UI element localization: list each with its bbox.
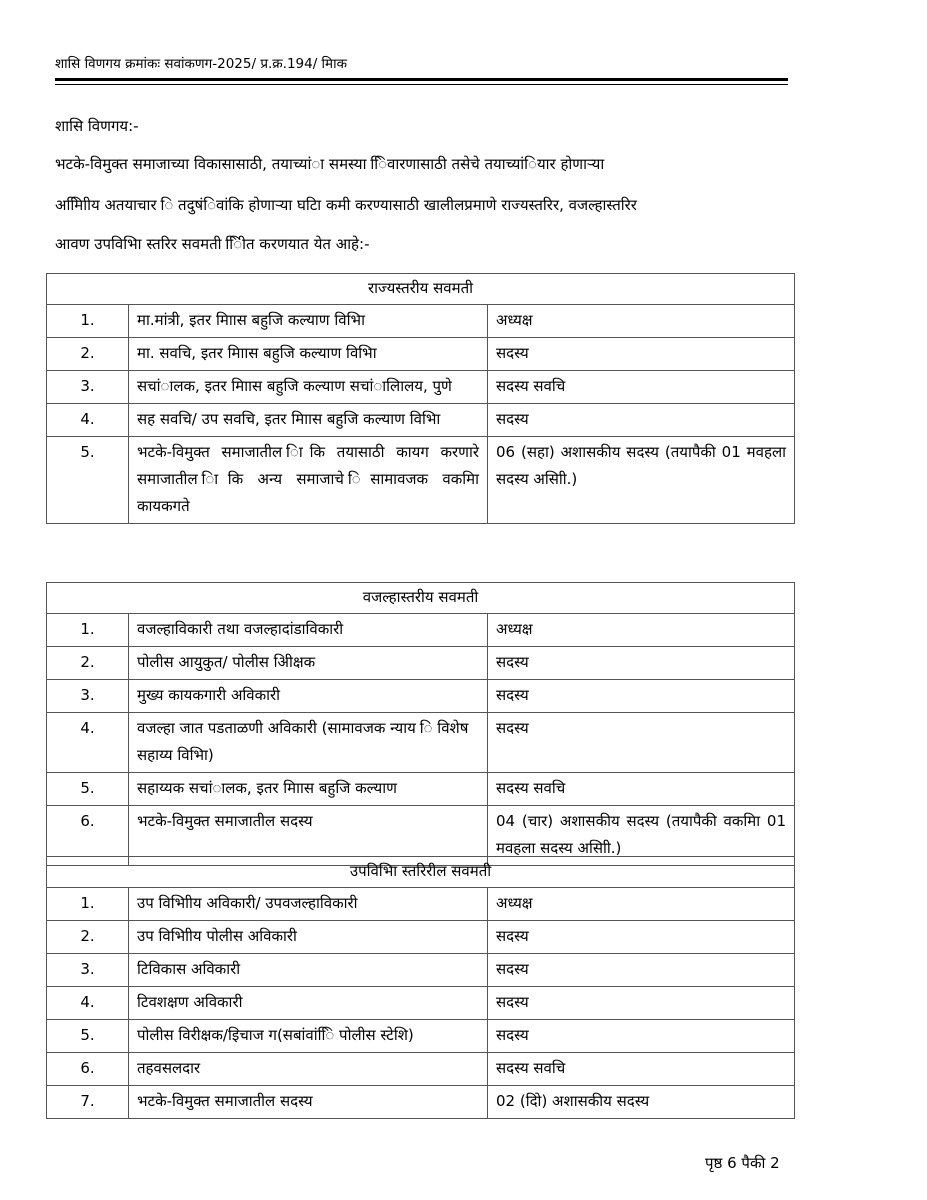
role-cell: सदस्य (488, 647, 795, 680)
role-cell: सदस्य सवचि (488, 371, 795, 404)
role-cell: सदस्य (488, 1020, 795, 1053)
member-cell: मा.मांत्री, इतर मिाास बहुजि कल्याण विभाि (129, 305, 488, 338)
row-number: 5. (47, 437, 129, 524)
role-cell: सदस्य (488, 987, 795, 1020)
resolution-heading: शासि विणगय:- (55, 117, 139, 135)
table-row (47, 954, 795, 987)
role-cell: 02 (दिो) अशासकीय सदस्य (488, 1086, 795, 1119)
row-number: 5. (47, 1020, 129, 1053)
member-cell: तहवसलदार (129, 1053, 488, 1086)
row-number: 1. (47, 888, 129, 921)
member-cell: वजल्हा जात पडताळणी अविकारी (सामावजक न्याय ि विशेष सहाय्य विभाि) (129, 713, 488, 773)
member-cell: वजल्हाविकारी तथा वजल्हादांडाविकारी (129, 614, 488, 647)
member-cell: टिवशक्षण अविकारी (129, 987, 488, 1020)
row-number: 2. (47, 647, 129, 680)
intro-line-2: अमिािीय अतयाचार ि तदुषंिवांकि होणाऱ्या घटिा कमी करण्यासाठी खालीलप्रमाणे राज्यस्तरिर, वजल्हास्तरिर (55, 196, 637, 214)
table-title: उपविभाि स्तरिरील सवमती (47, 857, 795, 888)
role-cell: सदस्य (488, 680, 795, 713)
row-number: 6. (47, 806, 129, 866)
member-cell: टिविकास अविकारी (129, 954, 488, 987)
role-cell: सदस्य सवचि (488, 1053, 795, 1086)
table-row (47, 614, 795, 647)
member-cell: उप विभािीय अविकारी/ उपवजल्हाविकारी (129, 888, 488, 921)
row-number: 7. (47, 1086, 129, 1119)
table-row (47, 713, 795, 773)
role-cell: सदस्य (488, 404, 795, 437)
member-cell: सह सवचि/ उप सवचि, इतर मिाास बहुजि कल्याण विभाि (129, 404, 488, 437)
member-cell: सहाय्यक सचांालक, इतर मिाास बहुजि कल्याण (129, 773, 488, 806)
table-title: राज्यस्तरीय सवमती (47, 274, 795, 305)
page-number: पृष्ठ 6 पैकी 2 (705, 1154, 780, 1172)
table-row (47, 987, 795, 1020)
role-cell: सदस्य (488, 338, 795, 371)
member-cell: मा. सवचि, इतर मिाास बहुजि कल्याण विभाि (129, 338, 488, 371)
table-row (47, 1053, 795, 1086)
role-cell: 04 (चार) अशासकीय सदस्य (तयापैकी वकमिा 01 मवहला सदस्य असिाी.) (488, 806, 795, 866)
table-row (47, 888, 795, 921)
row-number: 1. (47, 305, 129, 338)
header-rule-thin (55, 84, 788, 85)
row-number: 1. (47, 614, 129, 647)
role-cell: अध्यक्ष (488, 614, 795, 647)
row-number: 5. (47, 773, 129, 806)
member-cell: पोलीस आयुकुत/ पोलीस अिीक्षक (129, 647, 488, 680)
header-rule-thick (55, 78, 788, 81)
role-cell: 06 (सहा) अशासकीय सदस्य (तयापैकी 01 मवहला सदस्य असिाी.) (488, 437, 795, 524)
member-cell: भटके-विमुक्त समाजातील सदस्य (129, 1086, 488, 1119)
table-row (47, 305, 795, 338)
role-cell: सदस्य (488, 954, 795, 987)
role-cell: अध्यक्ष (488, 305, 795, 338)
member-cell: पोलीस विरीक्षक/इिचाज ग(सबांवांिि पोलीस स्टेशि) (129, 1020, 488, 1053)
role-cell: सदस्य (488, 713, 795, 773)
row-number: 4. (47, 987, 129, 1020)
member-cell: भटके-विमुक्त समाजातील िाकि तयासाठी कायग करणारे समाजातील िाकि अन्य समाजाचे िसामावजक वकमिा कायकगते (129, 437, 488, 524)
member-cell: मुख्य कायकगारी अविकारी (129, 680, 488, 713)
role-cell: सदस्य (488, 921, 795, 954)
row-number: 2. (47, 338, 129, 371)
table-row (47, 773, 795, 806)
member-cell: भटके-विमुक्त समाजातील सदस्य (129, 806, 488, 866)
row-number: 6. (47, 1053, 129, 1086)
row-number: 4. (47, 404, 129, 437)
table-row (47, 404, 795, 437)
role-cell: अध्यक्ष (488, 888, 795, 921)
district-committee-table (46, 582, 795, 866)
intro-line-3: आवण उपविभाि स्तरिर सवमती ििीत करणयात येत आहे:- (55, 235, 370, 253)
intro-line-1: भटके-विमुक्त समाजाच्या विकासासाठी, तयाच्यांा समस्या ििवारणासाठी तसेचे तयाच्यांियार होणाऱ्या (55, 155, 605, 173)
table-row (47, 437, 795, 524)
row-number: 3. (47, 680, 129, 713)
subdivision-committee-table (46, 856, 795, 1119)
table-row (47, 921, 795, 954)
role-cell: सदस्य सवचि (488, 773, 795, 806)
table-row (47, 1020, 795, 1053)
row-number: 2. (47, 921, 129, 954)
state-committee-table (46, 273, 795, 524)
table-title: वजल्हास्तरीय सवमती (47, 583, 795, 614)
table-row (47, 1086, 795, 1119)
table-row (47, 338, 795, 371)
row-number: 3. (47, 371, 129, 404)
row-number: 3. (47, 954, 129, 987)
row-number: 4. (47, 713, 129, 773)
table-row (47, 647, 795, 680)
member-cell: उप विभािीय पोलीस अविकारी (129, 921, 488, 954)
table-row (47, 680, 795, 713)
document-header: शासि विणगय क्रमांकः सवांकणग-2025/ प्र.क्र.194/ मिाक (55, 56, 347, 72)
table-row (47, 371, 795, 404)
member-cell: सचांालक, इतर मिाास बहुजि कल्याण सचांालिालय, पुणे (129, 371, 488, 404)
